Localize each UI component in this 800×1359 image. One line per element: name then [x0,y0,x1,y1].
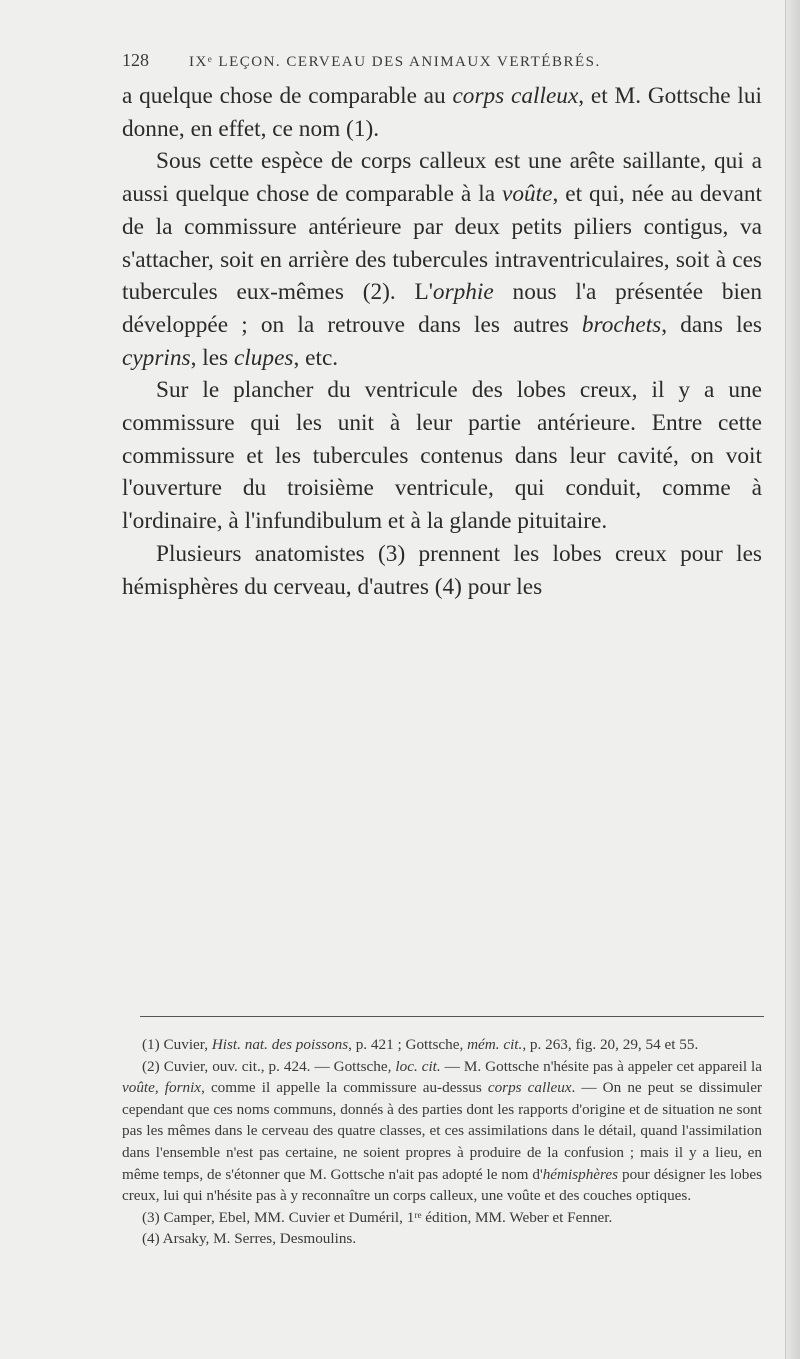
text-run: , les [190,344,234,371]
page-number: 128 [122,50,149,70]
main-text [122,80,762,603]
text-run: — M. Gottsche n'hésite pas à appeler cet appareil la [440,1057,762,1075]
footnote-divider [140,1016,764,1017]
italic-term: corps calleux [487,1079,572,1097]
italic-term: voûte [502,181,553,208]
italic-term: mém. cit. [467,1036,523,1053]
italic-term: corps calleux [452,83,579,109]
text-run: , p. 263, fig. 20, 29, 54 et 55. [522,1036,699,1053]
paragraph [122,374,762,538]
text-run: (2) Cuvier, ouv. cit., p. 424. — Gottsche, [142,1057,396,1075]
paragraph [122,145,762,374]
paragraph [122,80,762,145]
page-edge [785,0,800,1359]
text-run: (3) Camper, Ebel, MM. Cuvier et Duméril, 1ʳᵉ édition, MM. Weber et Fenner. [142,1208,613,1226]
text-run: nous l'a présentée bien développée ; on la retrouve dans les autres [122,279,762,338]
running-header [122,50,722,71]
italic-term: Hist. nat. des poissons [211,1036,349,1053]
text-run: Sous cette espèce de corps calleux est une arête saillante, qui a aussi quelque chose de comparable à la [122,148,762,208]
text-run: , et M. Gottsche lui donne, en effet, ce nom (1). [122,83,763,142]
text-run: Plusieurs anatomistes (3) prennent les lobes creux pour les hémisphères du cerveau, d'autres (4) pour les [122,540,762,600]
text-run: , p. 421 ; Gottsche, [348,1036,468,1053]
text-run: Sur le plancher du ventricule des lobes creux, il y a une commissure qui les unit à leur partie antérieure. Entre cette commissure et les tubercules contenus dans leur cavité, on voit l'ouverture du troisième ventricule, qui conduit, comme à l'ordinaire, à l'infundibulum et à la glande pituitaire. [122,377,762,535]
italic-term: voûte, fornix [122,1079,202,1097]
italic-term: hémisphères [542,1165,619,1183]
text-run: pour désigner les lobes creux, lui qui n'hésite pas à y reconnaître un corps calleux, une voûte et des couches optiques. [122,1165,763,1205]
italic-term: brochets [581,311,662,338]
text-run: (1) Cuvier, [142,1036,212,1053]
footnote [122,1056,762,1207]
footnotes [122,1034,762,1250]
text-run: , dans les [661,311,763,338]
footnote [122,1228,762,1250]
italic-term: clupes [233,344,294,371]
italic-term: orphie [432,279,494,306]
footnote [122,1207,762,1229]
paragraph [122,538,762,603]
text-run: a quelque chose de comparable au [122,83,453,109]
italic-term: cyprins [122,344,191,371]
italic-term: loc. cit. [395,1057,441,1075]
text-run: (4) Arsaky, M. Serres, Desmoulins. [142,1230,357,1248]
text-run: , comme il appelle la commissure au-dessus [201,1079,488,1097]
running-title: IXᵉ LEÇON. CERVEAU DES ANIMAUX VERTÉBRÉS. [189,54,601,70]
text-run: , etc. [293,344,339,371]
text-run: , et qui, née au devant de la commissure antérieure par deux petits piliers contigus, va s'attacher, soit en arrière des tubercules intraventriculaires, soit à ces tubercules eux-mêmes (2). L' [122,181,762,306]
text-run: . — On ne peut se dissimuler cependant que ces noms communs, donnés à des parties dont les rapports d'origine et de situation ne sont pas les mêmes dans le cerveau des quatre classes, et ces assimilations dans le détail, quand l'assimilation dans l'ensemble n'est pas certaine, ne soient propres à produire de la confusion ; mais il y a lieu, en même temps, de s'étonner que M. Gottsche n'ait pas adopté le nom d' [122,1079,762,1183]
footnote [122,1034,762,1056]
